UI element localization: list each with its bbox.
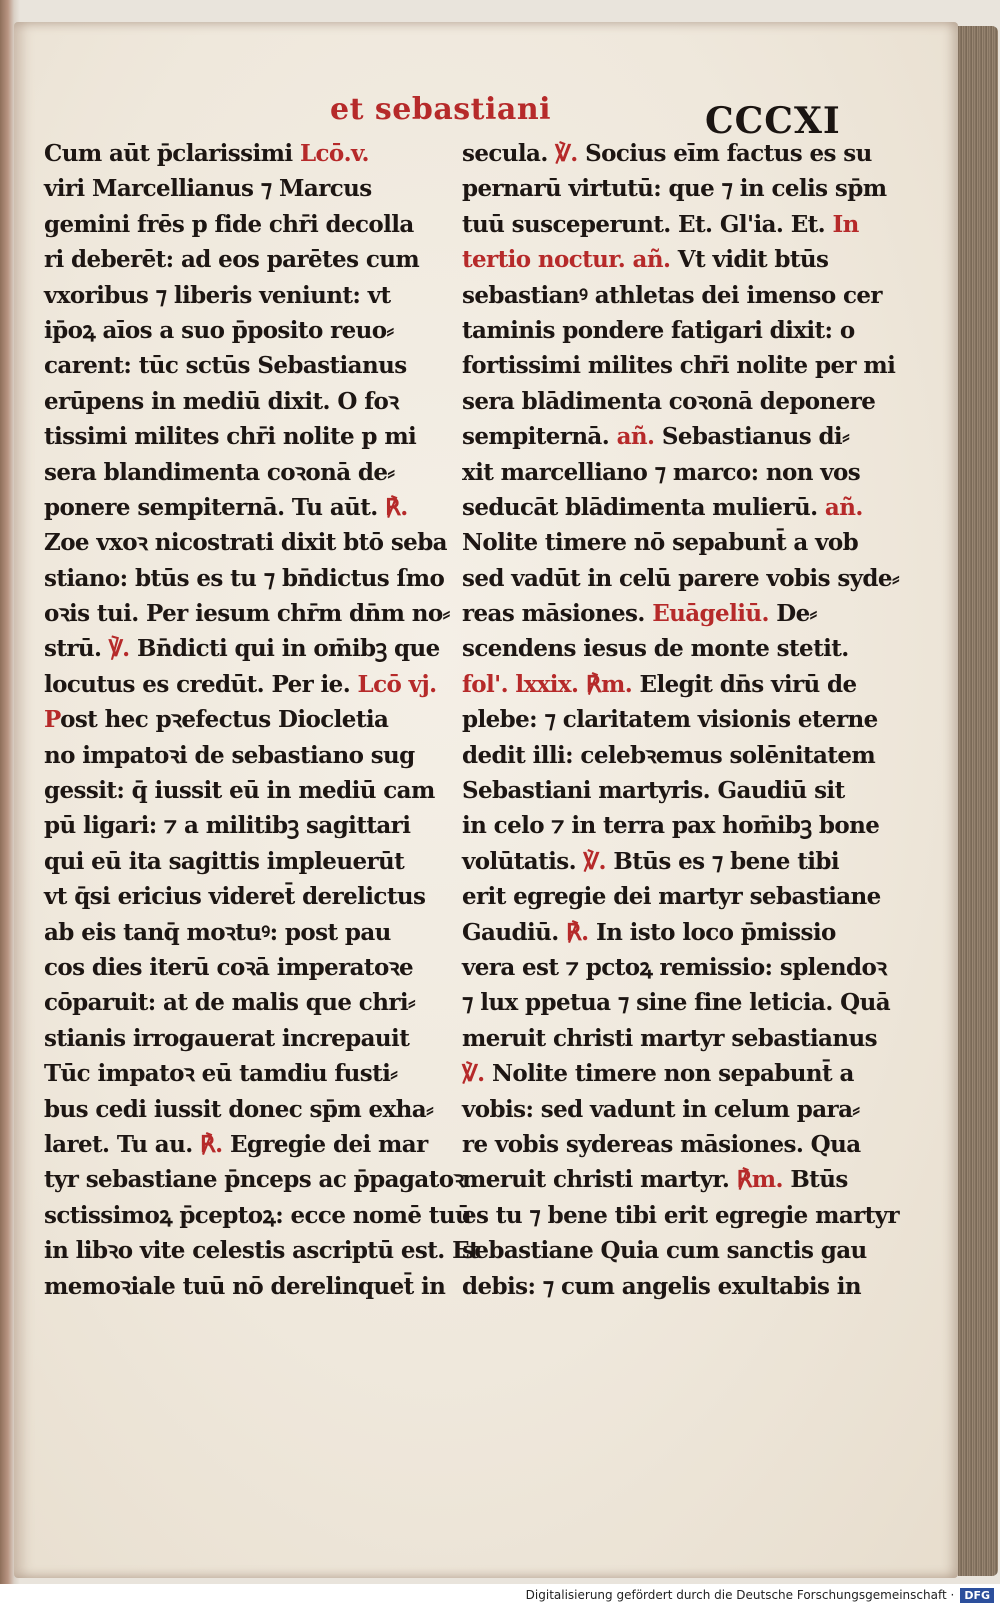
body-text: carent: tūc sctūs Sebastianus bbox=[44, 352, 407, 380]
body-text: ab eis tanq̄ moꝛtuꝰ: post pau bbox=[44, 918, 391, 946]
body-text: tissimi milites chr̄i nolite p mi bbox=[44, 423, 417, 451]
body-text: Sebastiani martyris. Gaudiū sit bbox=[462, 777, 845, 805]
text-line bbox=[44, 525, 447, 560]
text-line bbox=[462, 136, 872, 171]
body-text: Sebastianus di⸗ bbox=[654, 423, 850, 451]
rubric-text: ℣. bbox=[462, 1060, 485, 1088]
text-line bbox=[44, 1198, 472, 1233]
body-text: ost hec pꝛefectus Diocletia bbox=[60, 706, 389, 734]
body-text: tyr sebastiane p̄nceps ac p̄pagatoꝛ bbox=[44, 1166, 464, 1194]
folio-number: CCCXI bbox=[705, 100, 841, 142]
text-line bbox=[462, 384, 876, 419]
body-text: Cum aūt p̄clarissimi bbox=[44, 140, 300, 167]
body-text: memoꝛiale tuū nō derelinquet̄ in bbox=[44, 1272, 446, 1300]
body-text: vera est ⁊ pctoꝝ remissio: splendoꝛ bbox=[462, 953, 887, 981]
text-line bbox=[462, 419, 857, 454]
body-text: reas māsiones. bbox=[462, 600, 653, 628]
text-line bbox=[462, 738, 876, 773]
text-line bbox=[44, 1056, 439, 1091]
rubric-text: ℣. bbox=[583, 847, 606, 875]
rubric-text: P bbox=[44, 706, 61, 734]
text-line bbox=[44, 702, 439, 737]
body-text: Gaudiū. bbox=[462, 918, 567, 946]
body-text: viri Marcellianus ⁊ Marcus bbox=[44, 175, 372, 203]
body-text: Socius eīm factus es su bbox=[577, 140, 872, 167]
body-text: dedit illi: celebꝛemus solēnitatem bbox=[462, 741, 876, 769]
body-text: in libꝛo vite celestis ascriptū est. Et bbox=[44, 1237, 480, 1265]
text-line bbox=[44, 348, 439, 383]
rubric-text: tertio noctur. añ. bbox=[462, 246, 671, 274]
body-text: In isto loco p̄missio bbox=[588, 918, 836, 946]
text-line bbox=[462, 1021, 877, 1056]
rubric-text: añ. bbox=[616, 423, 655, 451]
text-line bbox=[462, 207, 857, 242]
text-line bbox=[462, 773, 857, 808]
body-text: secula. bbox=[462, 140, 556, 167]
body-text: Bn̄dicti qui in om̄ibꝫ que bbox=[129, 635, 440, 663]
body-text: plebe: ⁊ claritatem visionis eterne bbox=[462, 706, 878, 734]
body-text: oꝛis tui. Per iesum chr̄m dn̄m no⸗ bbox=[44, 600, 450, 628]
body-text: seducāt blādimenta mulierū. bbox=[462, 493, 825, 521]
body-text: re vobis sydereas māsiones. Qua bbox=[462, 1130, 861, 1158]
body-text: sebastiane Quia cum sanctis gau bbox=[462, 1237, 867, 1265]
text-line bbox=[462, 525, 857, 560]
text-line bbox=[44, 242, 439, 277]
body-text: ⁊ lux ppetua ⁊ sine fine leticia. Quā bbox=[462, 989, 891, 1017]
page-edges bbox=[958, 26, 998, 1576]
body-text: xit marcelliano ⁊ marco: non vos bbox=[462, 458, 861, 486]
body-text: stianis irrogauerat increpauit bbox=[44, 1024, 410, 1052]
body-text: taminis pondere fatigari dixit: o bbox=[462, 316, 855, 344]
body-text: ip̄oꝝ aīos a suo p̄posito reuo⸗ bbox=[44, 316, 394, 344]
text-line bbox=[462, 561, 900, 596]
body-text: qui eū ita sagittis impleuerūt bbox=[44, 847, 405, 875]
text-line bbox=[44, 596, 450, 631]
footer-credit: Digitalisierung gefördert durch die Deutsche Forschungsgemeinschaft · bbox=[525, 1588, 955, 1602]
text-line bbox=[462, 1127, 861, 1162]
body-text: erit egregie dei martyr sebastiane bbox=[462, 883, 881, 911]
body-text: locutus es credūt. Per ie. bbox=[44, 670, 358, 698]
body-text: cos dies iterū coꝛā imperatoꝛe bbox=[44, 953, 414, 981]
text-line bbox=[44, 384, 439, 419]
body-text: vt q̄si ericius videret̄ derelictus bbox=[44, 883, 426, 911]
body-text: erūpens in mediū dixit. O foꝛ bbox=[44, 387, 399, 415]
body-text: Elegit dn̄s virū de bbox=[632, 670, 857, 698]
text-line bbox=[462, 915, 857, 950]
body-text: fortissimi milites chr̄i nolite per mi bbox=[462, 352, 896, 380]
body-text: sed vadūt in celū parere vobis syde⸗ bbox=[462, 564, 900, 592]
body-text: vxoribus ⁊ liberis veniunt: vt bbox=[44, 281, 391, 309]
body-text: Btūs bbox=[782, 1166, 848, 1194]
text-line bbox=[462, 702, 878, 737]
rubric-text: In bbox=[832, 210, 859, 238]
rubric-text: Lcō.v. bbox=[299, 140, 369, 167]
text-line bbox=[462, 348, 896, 383]
text-line bbox=[44, 207, 439, 242]
text-line bbox=[44, 808, 439, 843]
body-text: bus cedi iussit donec sp̄m exha⸗ bbox=[44, 1095, 434, 1123]
body-text: pū ligari: ⁊ a militibꝫ sagittari bbox=[44, 812, 411, 840]
text-line bbox=[462, 278, 882, 313]
text-line bbox=[44, 773, 439, 808]
left-column bbox=[44, 136, 480, 1304]
text-line bbox=[462, 950, 887, 985]
text-line bbox=[462, 1233, 867, 1268]
rubric-text: añ. bbox=[824, 493, 863, 521]
body-text: sebastianꝰ athletas dei imenso cer bbox=[462, 281, 882, 309]
body-text: gessit: q̄ iussit eū in mediū cam bbox=[44, 777, 435, 805]
text-line bbox=[462, 844, 857, 879]
text-line bbox=[462, 1056, 857, 1091]
body-text: laret. Tu au. bbox=[44, 1130, 201, 1158]
text-line bbox=[44, 985, 439, 1020]
body-text: Vt vidit btūs bbox=[670, 246, 829, 274]
body-text: sctissimoꝝ p̄ceptoꝝ: ecce nomē tuū bbox=[44, 1201, 472, 1229]
text-line bbox=[44, 1021, 439, 1056]
body-text: scendens iesus de monte stetit. bbox=[462, 635, 849, 663]
body-text: debis: ⁊ cum angelis exultabis in bbox=[462, 1272, 862, 1300]
body-text: in celo ⁊ in terra pax hom̄ibꝫ bone bbox=[462, 812, 880, 840]
running-head: et sebastiani bbox=[330, 92, 552, 127]
body-text: meruit christi martyr sebastianus bbox=[462, 1024, 877, 1052]
rubric-text: ℣. bbox=[555, 140, 578, 167]
body-text: meruit christi martyr. bbox=[462, 1166, 737, 1194]
body-text: ri deberēt: ad eos parētes cum bbox=[44, 246, 420, 274]
rubric-text: ℟. bbox=[200, 1130, 223, 1158]
text-line bbox=[44, 561, 445, 596]
body-text: sera blādimenta coꝛonā deponere bbox=[462, 387, 876, 415]
rubric-text: fol'. lxxix. ℟m. bbox=[462, 670, 633, 698]
text-line bbox=[462, 455, 861, 490]
text-line bbox=[462, 1162, 857, 1197]
body-text: no impatoꝛi de sebastiano sug bbox=[44, 741, 415, 769]
rubric-text: ℟. bbox=[566, 918, 589, 946]
text-line bbox=[44, 419, 439, 454]
text-line bbox=[44, 136, 439, 171]
text-line bbox=[462, 242, 857, 277]
body-text: Tūc impatoꝛ eū tamdiu fusti⸗ bbox=[44, 1060, 398, 1088]
text-line bbox=[44, 1269, 446, 1304]
body-text: cōparuit: at de malis que chri⸗ bbox=[44, 989, 416, 1017]
rubric-text: Lcō vj. bbox=[357, 670, 437, 698]
text-line bbox=[44, 631, 439, 666]
body-text: vobis: sed vadunt in celum para⸗ bbox=[462, 1095, 860, 1123]
text-line bbox=[462, 985, 891, 1020]
text-line bbox=[44, 879, 439, 914]
rubric-text: ℟m. bbox=[736, 1166, 783, 1194]
body-text: Zoe vxoꝛ nicostrati dixit btō seba bbox=[44, 529, 447, 557]
text-line bbox=[462, 1269, 862, 1304]
body-text: es tu ⁊ bene tibi erit egregie martyr bbox=[462, 1201, 899, 1229]
text-line bbox=[44, 667, 439, 702]
text-line bbox=[462, 1198, 899, 1233]
body-text: Nolite timere nō sepabunt̄ a vob bbox=[462, 529, 859, 557]
body-text: Nolite timere non sepabunt̄ a bbox=[484, 1060, 854, 1088]
rubric-text: Euāgeliū. bbox=[652, 600, 769, 628]
body-text: sempiternā. bbox=[462, 423, 617, 451]
body-text: sera blandimenta coꝛonā de⸗ bbox=[44, 458, 395, 486]
footer-bar bbox=[0, 1584, 1000, 1606]
text-line bbox=[44, 171, 439, 206]
text-line bbox=[44, 915, 439, 950]
text-line bbox=[462, 879, 881, 914]
text-line bbox=[44, 1092, 439, 1127]
dfg-logo: DFG bbox=[960, 1588, 994, 1603]
text-line bbox=[44, 1162, 464, 1197]
text-line bbox=[44, 950, 439, 985]
body-text: stiano: btūs es tu ⁊ bn̄dictus ſmo bbox=[44, 564, 445, 592]
text-line bbox=[462, 1092, 860, 1127]
body-text: pernarū virtutū: que ⁊ in celis sp̄m bbox=[462, 175, 887, 203]
text-line bbox=[44, 278, 439, 313]
body-text: Egregie dei mar bbox=[222, 1130, 428, 1158]
text-line bbox=[44, 738, 439, 773]
body-text: ponere sempiternā. Tu aūt. bbox=[44, 493, 386, 521]
right-column bbox=[462, 136, 900, 1304]
text-line bbox=[44, 455, 439, 490]
text-line bbox=[462, 490, 863, 525]
body-text: volūtatis. bbox=[462, 847, 584, 875]
text-line bbox=[462, 171, 887, 206]
body-text: Btūs es ⁊ bene tibi bbox=[605, 847, 840, 875]
text-line bbox=[462, 596, 857, 631]
text-line bbox=[44, 313, 439, 348]
body-text: strū. bbox=[44, 635, 109, 663]
rubric-text: ℣. bbox=[108, 635, 130, 663]
body-text: De⸗ bbox=[768, 600, 817, 628]
text-line bbox=[462, 808, 880, 843]
text-line bbox=[462, 313, 857, 348]
text-line bbox=[462, 631, 857, 666]
text-line bbox=[44, 844, 439, 879]
text-line bbox=[44, 490, 439, 525]
rubric-text: ℟. bbox=[385, 493, 408, 521]
text-line bbox=[462, 667, 857, 702]
text-line bbox=[44, 1233, 480, 1268]
text-line bbox=[44, 1127, 439, 1162]
body-text: tuū susceperunt. Et. Gl'ia. Et. bbox=[462, 210, 833, 238]
body-text: gemini frēs p fide chr̄i decolla bbox=[44, 210, 414, 238]
